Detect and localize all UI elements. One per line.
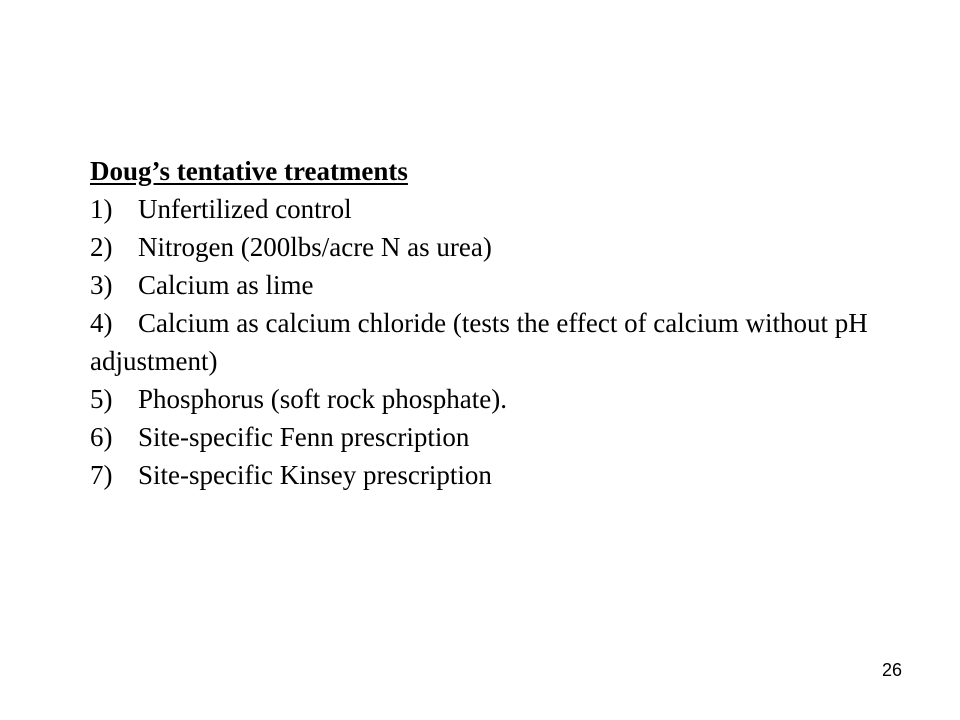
- slide-heading: Doug’s tentative treatments: [90, 156, 408, 186]
- list-item: [90, 190, 870, 228]
- list-item-number: 5): [90, 384, 113, 414]
- list-item: [90, 266, 870, 304]
- slide-content: [90, 152, 870, 494]
- list-item-text: Calcium as lime: [138, 270, 314, 300]
- list-item-text: Site-specific Fenn prescription: [138, 422, 470, 452]
- list-item-text: Unfertilized control: [138, 194, 352, 224]
- list-item-number: 2): [90, 232, 113, 262]
- list-item: [90, 228, 870, 266]
- list-item-number: 6): [90, 422, 113, 452]
- list-item: [90, 380, 870, 418]
- list-item-number: 3): [90, 270, 113, 300]
- list-item-text: Calcium as calcium chloride (tests the effect of calcium without pH adjustment): [90, 308, 868, 376]
- list-item: [90, 304, 870, 380]
- page-number: 26: [881, 660, 902, 680]
- list-item-number: 7): [90, 460, 113, 490]
- list-item-number: 1): [90, 194, 113, 224]
- list-item-text: Site-specific Kinsey prescription: [138, 460, 492, 490]
- list-item: [90, 418, 870, 456]
- list-item-text: Phosphorus (soft rock phosphate).: [138, 384, 507, 414]
- list-item-text: Nitrogen (200lbs/acre N as urea): [138, 232, 492, 262]
- treatment-list: [90, 190, 870, 494]
- list-item-number: 4): [90, 308, 113, 338]
- list-item: [90, 456, 870, 494]
